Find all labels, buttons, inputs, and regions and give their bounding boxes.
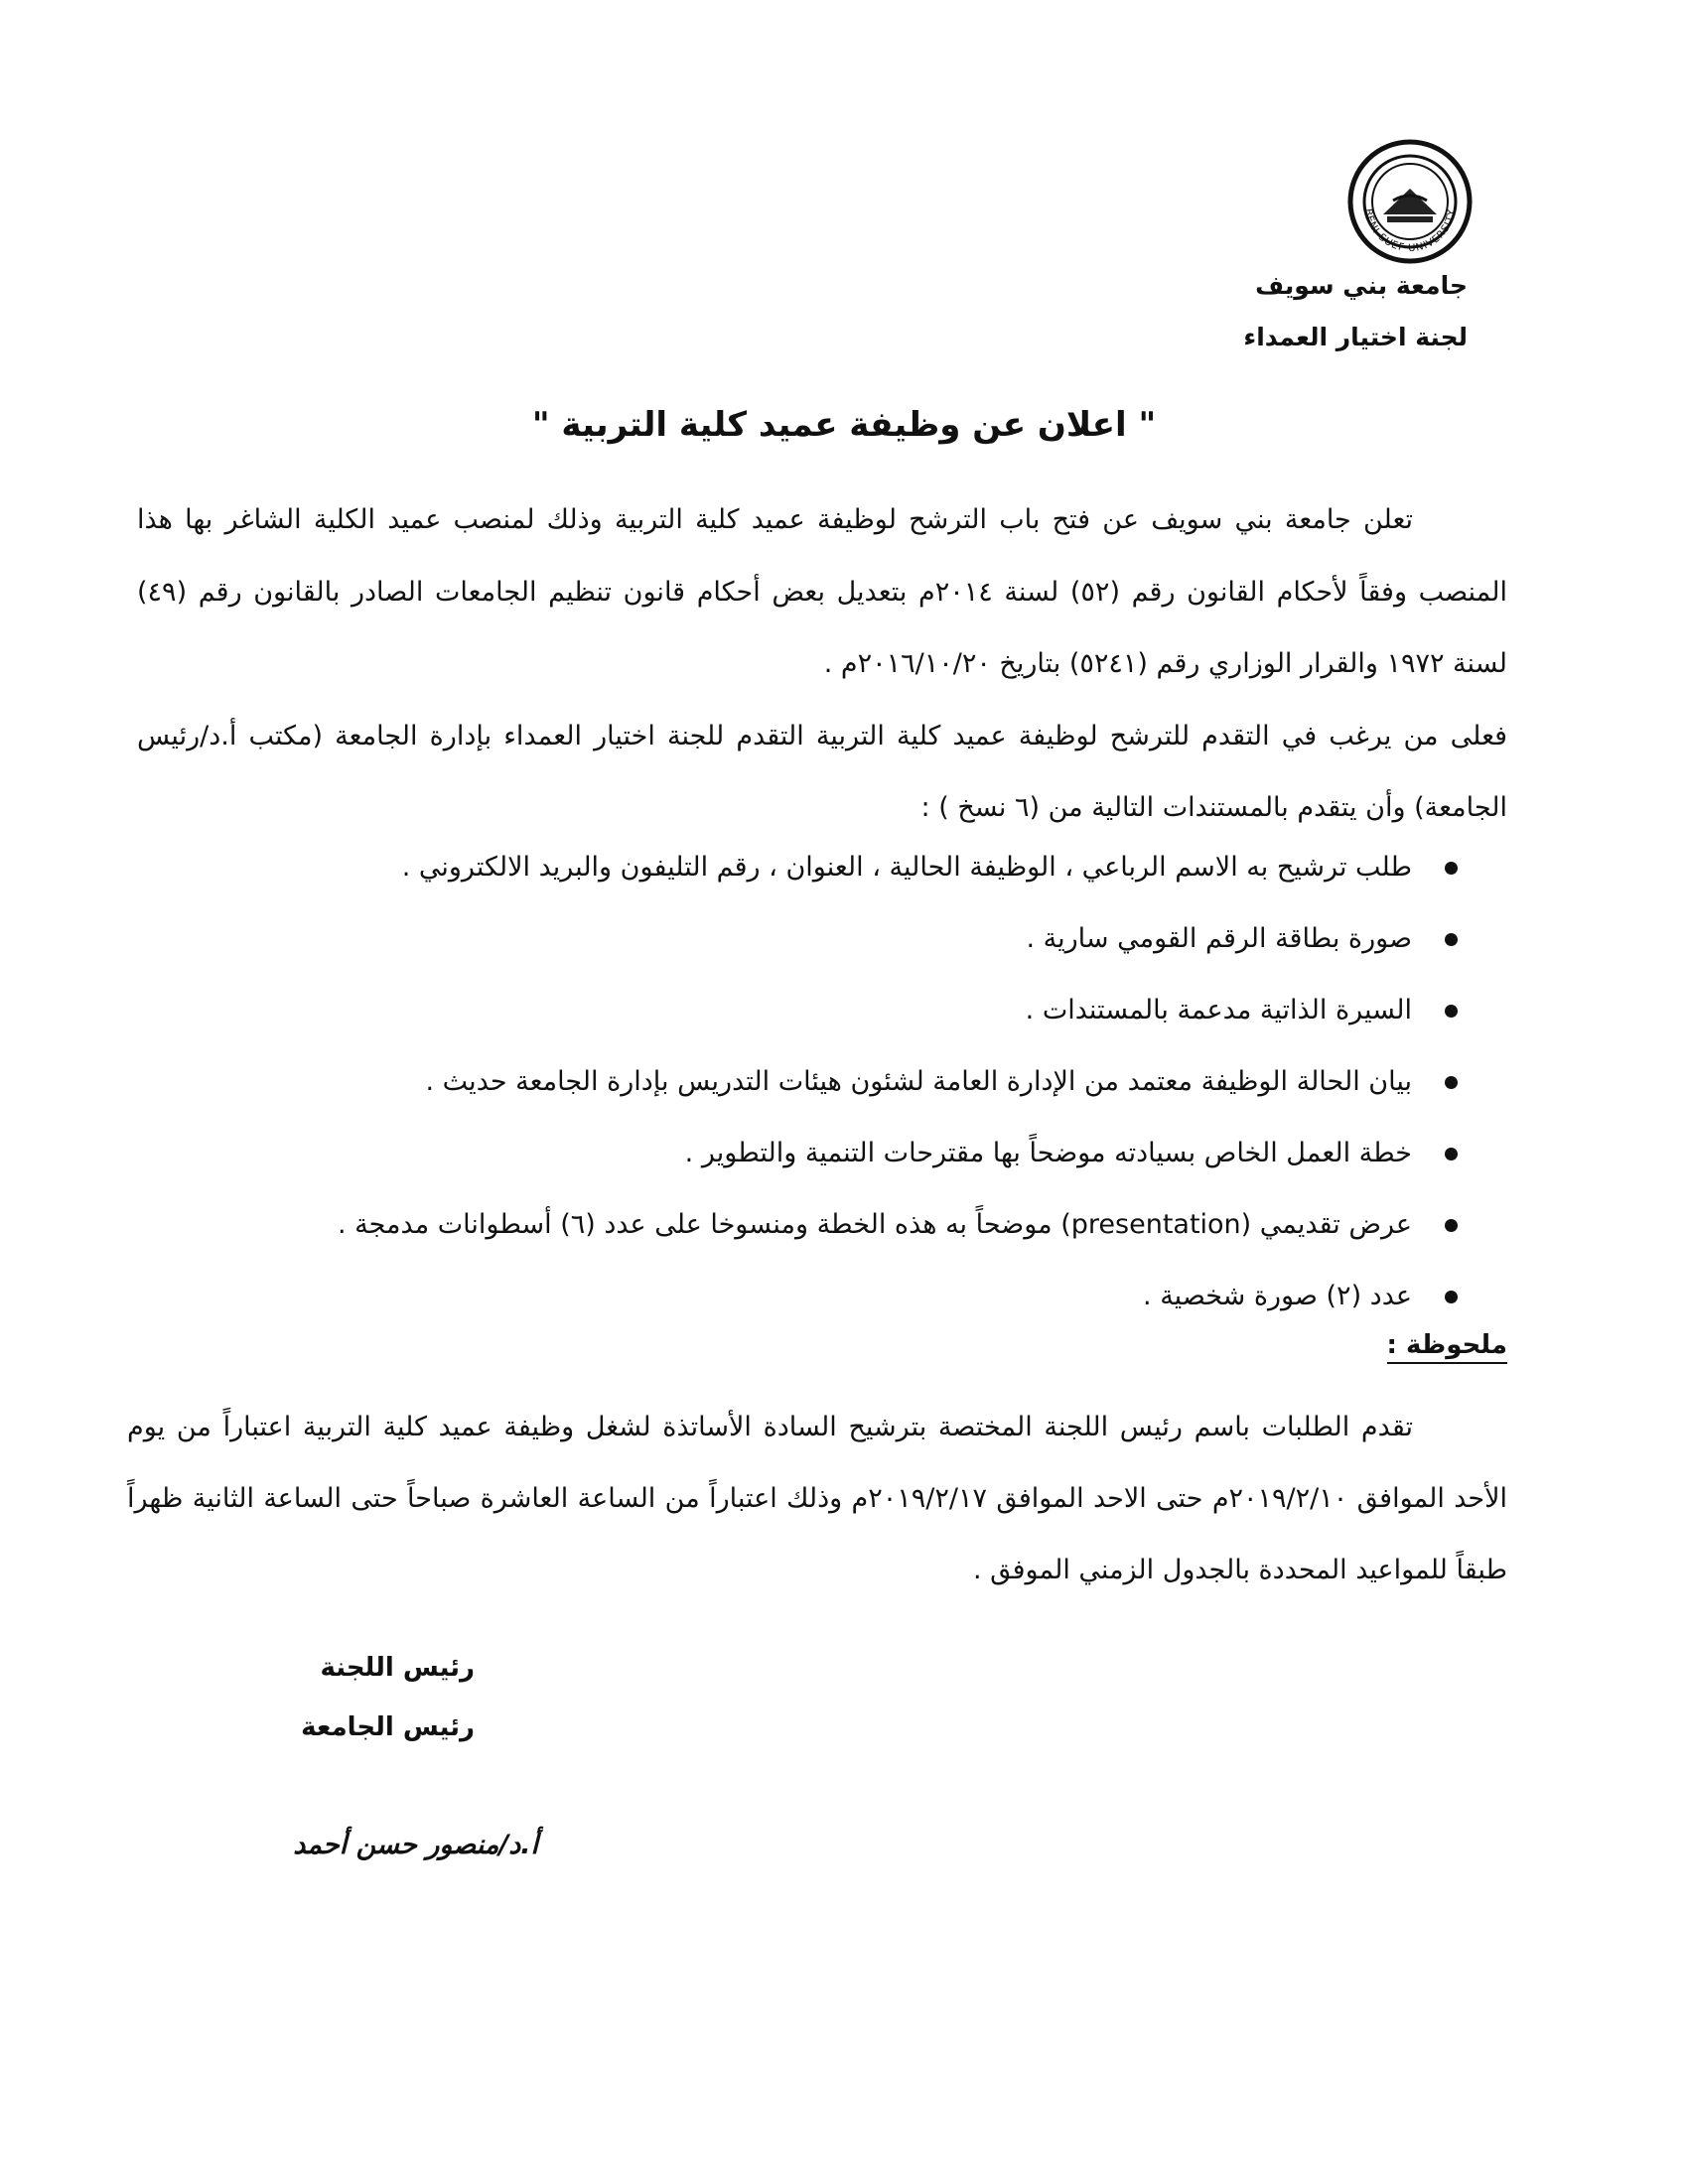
- bullet-icon: [1445, 862, 1458, 875]
- required-documents-list: [127, 832, 1458, 1332]
- bullet-icon: [1445, 1005, 1458, 1018]
- bullet-icon: [1445, 1076, 1458, 1089]
- list-item: السيرة الذاتية مدعمة بالمستندات .: [127, 975, 1458, 1046]
- university-logo-icon: [1345, 137, 1475, 266]
- intro-paragraph: تعلن جامعة بني سويف عن فتح باب الترشح لوظيفة عميد كلية التربية وذلك لمنصب عميد الكلية الشاغر بها هذا المنصب وفقاً لأحكام القانون رقم (٥٢) لسنة ٢٠١٤م بتعديل بعض أحكام قانون تنظيم الجامعات الصادر بالقانون رقم (٤٩) لسنة ١٩٧٢ والقرار الوزاري رقم (٥٢٤١) بتاريخ ٢٠١٦/١٠/٢٠م .: [137, 504, 1508, 679]
- list-item: خطة العمل الخاص بسيادته موضحاً بها مقترحات التنمية والتطوير .: [127, 1118, 1458, 1189]
- organization-header: [1243, 260, 1468, 363]
- list-item: عدد (٢) صورة شخصية .: [127, 1261, 1458, 1332]
- announcement-title: " اعلان عن وظيفة عميد كلية التربية ": [531, 405, 1157, 445]
- bullet-icon: [1445, 933, 1458, 946]
- list-item: بيان الحالة الوظيفة معتمد من الإدارة العامة لشئون هيئات التدريس بإدارة الجامعة حديث .: [127, 1046, 1458, 1118]
- bullet-icon: [1445, 1291, 1458, 1303]
- university-name: جامعة بني سويف: [1255, 271, 1468, 300]
- bullet-icon: [1445, 1148, 1458, 1160]
- request-paragraph: فعلى من يرغب في التقدم للترشح لوظيفة عميد كلية التربية التقدم للجنة اختيار العمداء بإدارة الجامعة (مكتب أ.د/رئيس الجامعة) وأن يتقدم بالمستندات التالية من (٦ نسخ ) :: [137, 720, 1507, 823]
- note-text: تقدم الطلبات باسم رئيس اللجنة المختصة بترشيح السادة الأساتذة لشغل وظيفة عميد كلية التربية اعتباراً من يوم الأحد الموافق ٢٠١٩/٢/١٠م حتى الاحد الموافق ٢٠١٩/٢/١٧م وذلك اعتباراً من الساعة العاشرة صباحاً حتى الساعة الثانية ظهراً طبقاً للمواعيد المحددة بالجدول الزمني الموفق .: [127, 1412, 1507, 1585]
- list-item: طلب ترشيح به الاسم الرباعي ، الوظيفة الحالية ، العنوان ، رقم التليفون والبريد الالكتروني .: [127, 832, 1458, 903]
- signatory-name: أ.د/منصور حسن أحمد: [293, 1830, 538, 1860]
- note-label: ملحوظة :: [1387, 1330, 1507, 1364]
- bullet-icon: [1445, 1219, 1458, 1232]
- note-body: [127, 1392, 1507, 1606]
- committee-name: لجنة اختيار العمداء: [1243, 323, 1468, 351]
- signature-roles: [301, 1638, 475, 1757]
- announcement-body: [137, 484, 1507, 845]
- list-item: صورة بطاقة الرقم القومي سارية .: [127, 903, 1458, 975]
- committee-head-label: رئيس اللجنة: [320, 1653, 475, 1683]
- list-item: عرض تقديمي (presentation) موضحاً به هذه الخطة ومنسوخا على عدد (٦) أسطوانات مدمجة .: [127, 1189, 1458, 1261]
- university-president-label: رئيس الجامعة: [301, 1712, 475, 1742]
- svg-text:BENI-SUEF UNIVERSITY: BENI-SUEF UNIVERSITY: [1361, 207, 1459, 255]
